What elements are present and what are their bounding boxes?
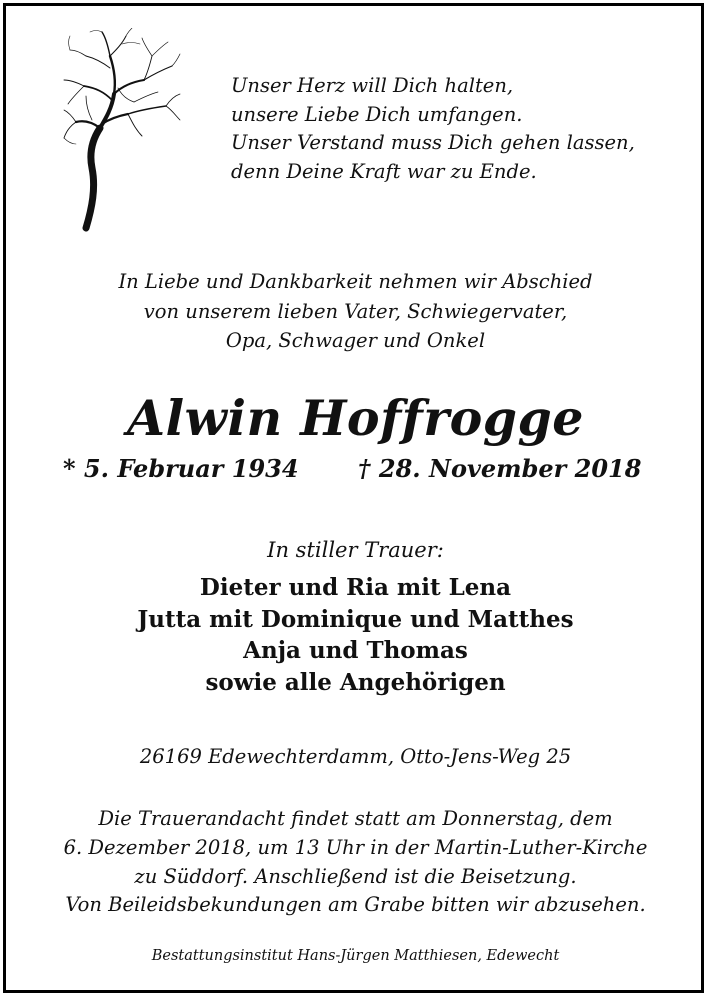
intro-line: von unserem lieben Vater, Schwiegervater,: [143, 299, 568, 323]
mourner-line: Jutta mit Dominique und Matthes: [137, 605, 574, 633]
poem-line: Unser Herz will Dich halten,: [231, 74, 514, 97]
birth-date: * 5. Februar 1934: [63, 454, 299, 483]
service-line: 6. Dezember 2018, um 13 Uhr in der Martin-Luther-Kirche: [63, 835, 648, 859]
poem-line: unsere Liebe Dich umfangen.: [231, 102, 523, 126]
address: 26169 Edewechterdamm, Otto-Jens-Weg 25: [139, 745, 572, 768]
poem: [231, 72, 691, 186]
death-date: † 28. November 2018: [358, 454, 642, 483]
funeral-home: Bestattungsinstitut Hans-Jürgen Matthiesen, Edewecht: [151, 948, 560, 964]
deceased-name: Alwin Hoffrogge: [127, 389, 584, 447]
mourning-heading: In stiller Trauer:: [267, 538, 444, 562]
intro-line: Opa, Schwager und Onkel: [225, 329, 486, 352]
poem-line: Unser Verstand muss Dich gehen lassen,: [231, 131, 635, 154]
service-line: zu Süddorf. Anschließend ist die Beisetzung.: [134, 864, 577, 888]
service-info: [0, 805, 711, 920]
intro-line: In Liebe und Dankbarkeit nehmen wir Abschied: [118, 270, 593, 293]
service-line: Die Trauerandacht findet statt am Donnerstag, dem: [98, 807, 613, 830]
mourner-line: sowie alle Angehörigen: [205, 668, 506, 696]
mourners-list: [0, 572, 711, 698]
bare-tree-icon: [62, 28, 182, 232]
intro-text: [0, 267, 711, 356]
service-line: Von Beileidsbekundungen am Grabe bitten wir abzusehen.: [65, 893, 646, 917]
mourner-line: Dieter und Ria mit Lena: [199, 574, 512, 601]
poem-line: denn Deine Kraft war zu Ende.: [231, 159, 537, 183]
mourner-line: Anja und Thomas: [243, 637, 468, 664]
